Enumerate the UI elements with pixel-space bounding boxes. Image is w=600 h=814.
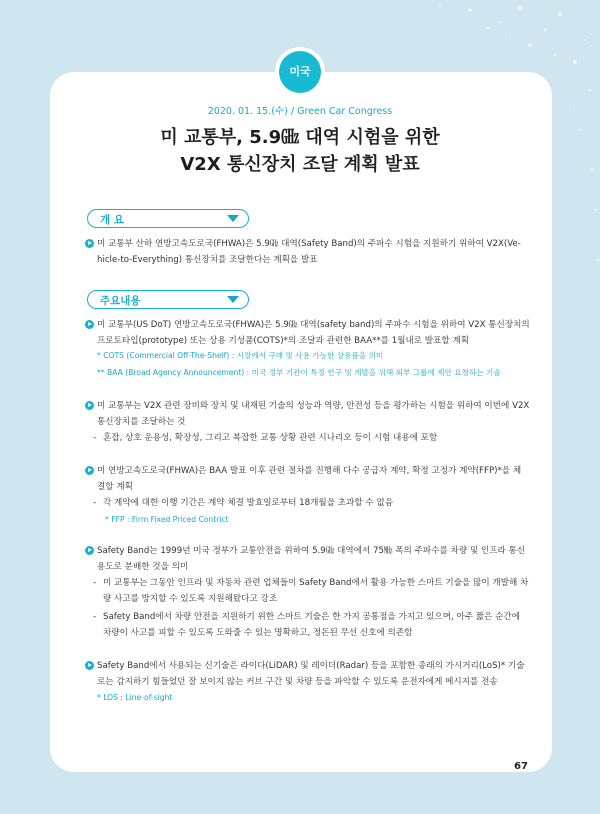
country-badge: 미국 [279, 51, 321, 93]
overview-bullet-1: 미 교통부 산하 연방고속도로국(FHWA)은 5.9㎓ 대역(Safety Band)의 주파수 시험을 지원하기 위하여 V2X(Ve- hicle-to-Everything) 통신장치를 조달한다는 계획을 발표 [84, 236, 542, 268]
footnote-baa: ** BAA (Broad Agency Announcement) : 미국 정부 기관이 특정 연구 및 개발을 위해 외부 그룹에 제안 요청하는 기술 [97, 368, 501, 377]
arrow-bullet-icon [85, 401, 94, 410]
section-label-overview [87, 209, 249, 228]
source-date-line: 2020. 01. 15.(수) / Green Car Congress [207, 106, 393, 117]
page-title [0, 124, 600, 178]
arrow-bullet-icon [85, 320, 94, 329]
section-label-text: 주요내용 [100, 295, 141, 307]
title-line-1: 미 교통부, 5.9㎓ 대역 시험을 위한 [160, 127, 440, 148]
dash-item: - 미 교통부는 그동안 인프라 및 자동차 관련 업체들이 Safety Band에서 활용 가능한 스마트 기술을 많이 개발해 차 량 사고를 방지할 수 있도록 지원해왔다고 강조 [93, 578, 529, 604]
arrow-bullet-icon [85, 239, 94, 248]
arrow-bullet-icon [85, 661, 94, 670]
main-bullet-1: 미 교통부(US DoT) 연방고속도로국(FHWA)은 5.9㎓ 대역(safety band)의 주파수 시험을 위하여 V2X 통신장치의 프로토타입(prototype) 또는 상용 기성품(COTS)*의 조달과 관련한 BAA**를 1월내로 발표할 계획 [84, 317, 542, 349]
triangle-down-icon [227, 296, 239, 303]
title-line-2: V2X 통신장치 조달 계획 발표 [180, 154, 420, 175]
footnote-ffp: * FFP : Firm Fixed Priced Contrict [105, 515, 229, 524]
footnote-cots: * COTS (Commercial Off-The-Shelf) : 시장에서 구매 및 사용 가능한 상용품을 의미 [97, 351, 384, 360]
main-bullet-3: 미 연방고속도로국(FHWA)은 BAA 발표 이후 관련 절차를 진행해 다수 공급자 계약, 확정 고정가 계약(FFP)*을 체 결할 계획 [84, 463, 542, 495]
dash-item: - 혼잡, 상호 운용성, 확장성, 그리고 복잡한 교통 상황 관련 시나리오 등이 시험 내용에 포함 [93, 433, 438, 443]
arrow-bullet-icon [85, 546, 94, 555]
main-bullet-4: Safety Band는 1999년 미국 정부가 교통안전을 위하여 5.9㎓ 대역에서 75㎒ 폭의 주파수를 차량 및 인프라 통신 용도로 분배한 것을 의미 [84, 543, 542, 575]
section-label-text: 개 요 [100, 214, 124, 226]
section-label-main [87, 290, 249, 309]
main-bullet-2: 미 교통부는 V2X 관련 장비와 장치 및 내재된 기술의 성능과 역량, 안전성 등을 평가하는 시험을 위하여 이번에 V2X 통신장치를 조달하는 것 [84, 398, 542, 430]
triangle-down-icon [227, 215, 239, 222]
arrow-bullet-icon [85, 466, 94, 475]
page-number: 67 [514, 761, 528, 772]
main-bullet-5: Safety Band에서 사용되는 신기술은 라이다(LiDAR) 및 레이더(Radar) 등을 포함한 종래의 가시거리(LoS)* 기술 로는 감지하기 힘들었던 잘 보이지 않는 커브 구간 및 차량 등을 파악할 수 있도록 운전자에게 메시지를 전송 [84, 658, 542, 690]
dash-item: - Safety Band에서 차량 안전을 지원하기 위한 스마트 기술은 한 가지 공통점을 가지고 있으며, 아주 짧은 순간에 차량이 사고를 피할 수 있도록 도와줄 수 있는 명확하고, 정돈된 무선 신호에 의존함 [93, 612, 521, 638]
dash-item: - 각 계약에 대한 이행 기간은 계약 체결 발효일로부터 18개월을 초과할 수 없음 [93, 498, 394, 508]
footnote-los: * LOS : Line-of-sight [97, 693, 173, 702]
